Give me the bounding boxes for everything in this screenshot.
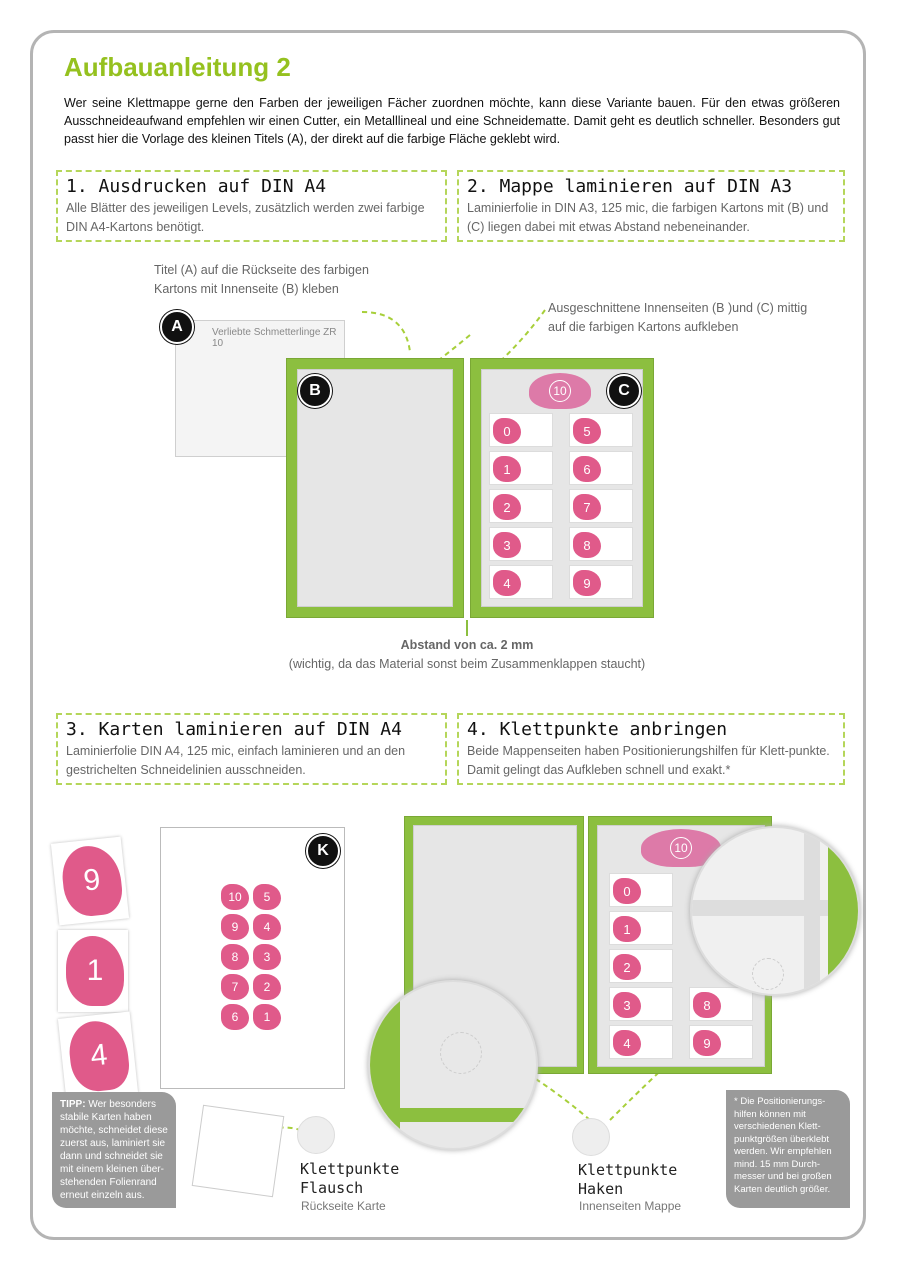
magnifier-left-green xyxy=(370,982,400,1148)
step-1-box xyxy=(56,170,447,242)
label-c: C xyxy=(607,374,641,408)
velcro-soft-line1: Klettpunkte xyxy=(300,1160,400,1178)
card2-left-0 xyxy=(609,873,673,907)
step-3-box xyxy=(56,713,447,785)
velcro-hook-sub: Innenseiten Mappe xyxy=(579,1199,682,1213)
big-card-wing: 1 xyxy=(66,936,124,1006)
velcro-hook-dot xyxy=(572,1118,610,1156)
card-left-4 xyxy=(489,565,553,599)
page-title: Aufbauanleitung 2 xyxy=(64,52,291,82)
magnifier-left xyxy=(368,980,538,1150)
step-1-text: Alle Blätter des jeweiligen Levels, zusätzlich werden zwei farbige DIN A4-Kartons benötigt. xyxy=(66,201,425,234)
gap-label: Abstand von ca. 2 mm xyxy=(400,638,534,652)
label-a: A xyxy=(160,310,194,344)
velcro-soft-sub: Rückseite Karte xyxy=(301,1199,386,1213)
card-left-1 xyxy=(489,451,553,485)
card-wing: 8 xyxy=(573,532,601,558)
card2-left-3 xyxy=(609,987,673,1021)
big-card-wing: 4 xyxy=(66,1018,131,1094)
big-card-4 xyxy=(58,1011,138,1100)
card-left-3 xyxy=(489,527,553,561)
card-right-5 xyxy=(569,413,633,447)
k-card-butterfly: 2 xyxy=(253,974,281,1000)
k-card-butterfly: 5 xyxy=(253,884,281,910)
magnifier-right xyxy=(690,826,860,996)
velcro-hook-line2: Haken xyxy=(578,1180,624,1198)
label-k: K xyxy=(306,834,340,868)
card-wing: 4 xyxy=(613,1030,641,1056)
title-card-text: Verliebte Schmetterlinge ZR 10 xyxy=(212,327,337,349)
big-card-9 xyxy=(51,837,129,926)
butterfly-level xyxy=(529,373,591,409)
card-left-2 xyxy=(489,489,553,523)
label-b: B xyxy=(298,374,332,408)
k-card-butterfly: 7 xyxy=(221,974,249,1000)
tip-label: TIPP: xyxy=(60,1099,86,1110)
k-card-butterfly: 1 xyxy=(253,1004,281,1030)
level-number-2: 10 xyxy=(670,837,692,859)
card-wing: 8 xyxy=(693,992,721,1018)
star-note-box: * Die Positionierungs-hilfen können mit verschiedenen Klett-punktgrößen überklebt werden. Wir empfehlen mind. 15 mm Durch-messer und bei großen Karten deutlich größer. xyxy=(726,1090,850,1208)
magnifier-right-spot xyxy=(752,958,784,990)
level-number: 10 xyxy=(549,380,571,402)
card-wing: 0 xyxy=(493,418,521,444)
k-card-butterfly: 8 xyxy=(221,944,249,970)
card-wing: 1 xyxy=(493,456,521,482)
step-4-heading: 4. Klettpunkte anbringen xyxy=(467,719,728,740)
velcro-soft-line2: Flausch xyxy=(300,1179,364,1197)
big-card-1 xyxy=(58,930,128,1012)
card-wing: 0 xyxy=(613,878,641,904)
title-note: Titel (A) auf die Rückseite des farbigen Kartons mit Innenseite (B) kleben xyxy=(154,263,369,296)
k-card-butterfly: 3 xyxy=(253,944,281,970)
k-card-butterfly: 6 xyxy=(221,1004,249,1030)
k-card-butterfly: 10 xyxy=(221,884,249,910)
step-2-text: Laminierfolie in DIN A3, 125 mic, die farbigen Kartons mit (B) und (C) liegen dabei mit etwas Abstand nebeneinander. xyxy=(467,201,829,234)
card-right-6 xyxy=(569,451,633,485)
card2-right-8 xyxy=(689,987,753,1021)
intro-text: Wer seine Klettmappe gerne den Farben der jeweiligen Fächer zuordnen möchte, kann diese Variante bauen. Für den etwas größeren Ausschneideaufwand empfehlen wir einen Cutter, ein Metalllineal und eine Schneidematte. Damit geht es deutlich schneller. Besonders gut passt hier die Vorlage des kleinen Titels (A), der direkt auf die farbige Fläche geklebt wird. xyxy=(64,96,840,146)
card-wing: 3 xyxy=(493,532,521,558)
k-card-butterfly: 4 xyxy=(253,914,281,940)
card2-left-2 xyxy=(609,949,673,983)
tip-text: Wer besonders stabile Karten haben möchte, schneidet diese zuerst aus, laminiert sie dann und schneidet sie mit einem kleinen über-stehenden Folienrand erneut einzeln aus. xyxy=(60,1099,168,1201)
step-3-text: Laminierfolie DIN A4, 125 mic, einfach laminieren und an den gestrichelten Schneidelinien ausschneiden. xyxy=(66,744,406,777)
gap-note: (wichtig, da das Material sonst beim Zusammenklappen staucht) xyxy=(288,657,646,671)
velcro-soft-dot xyxy=(297,1116,335,1154)
card-wing: 2 xyxy=(613,954,641,980)
card-right-8 xyxy=(569,527,633,561)
card2-left-4 xyxy=(609,1025,673,1059)
card-wing: 7 xyxy=(573,494,601,520)
step-1-heading: 1. Ausdrucken auf DIN A4 xyxy=(66,176,327,197)
step-4-text: Beide Mappenseiten haben Positionierungshilfen für Klett-punkte. Damit gelingt das Aufkleben schnell und exakt.* xyxy=(467,744,830,777)
magnifier-left-spot xyxy=(440,1032,482,1074)
card-wing: 5 xyxy=(573,418,601,444)
card-right-7 xyxy=(569,489,633,523)
card-right-9 xyxy=(569,565,633,599)
card-back-sheet xyxy=(192,1105,285,1198)
inner-note: Ausgeschnittene Innenseiten (B )und (C) mittig auf die farbigen Kartons aufkleben xyxy=(548,301,808,334)
card-wing: 3 xyxy=(613,992,641,1018)
card-left-0 xyxy=(489,413,553,447)
step-3-heading: 3. Karten laminieren auf DIN A4 xyxy=(66,719,402,740)
magnifier-right-green xyxy=(828,828,858,994)
card-wing: 4 xyxy=(493,570,521,596)
card-wing: 1 xyxy=(613,916,641,942)
card2-right-9 xyxy=(689,1025,753,1059)
k-card-butterfly: 9 xyxy=(221,914,249,940)
card-wing: 6 xyxy=(573,456,601,482)
magnifier-left-bottom xyxy=(370,1108,536,1122)
step-2-heading: 2. Mappe laminieren auf DIN A3 xyxy=(467,176,793,197)
tip-box xyxy=(52,1092,176,1208)
step-4-box xyxy=(457,713,845,785)
card-wing: 2 xyxy=(493,494,521,520)
card2-left-1 xyxy=(609,911,673,945)
step-2-box xyxy=(457,170,845,242)
velcro-hook-line1: Klettpunkte xyxy=(578,1161,678,1179)
card-wing: 9 xyxy=(693,1030,721,1056)
card-wing: 9 xyxy=(573,570,601,596)
big-card-wing: 9 xyxy=(59,843,124,919)
